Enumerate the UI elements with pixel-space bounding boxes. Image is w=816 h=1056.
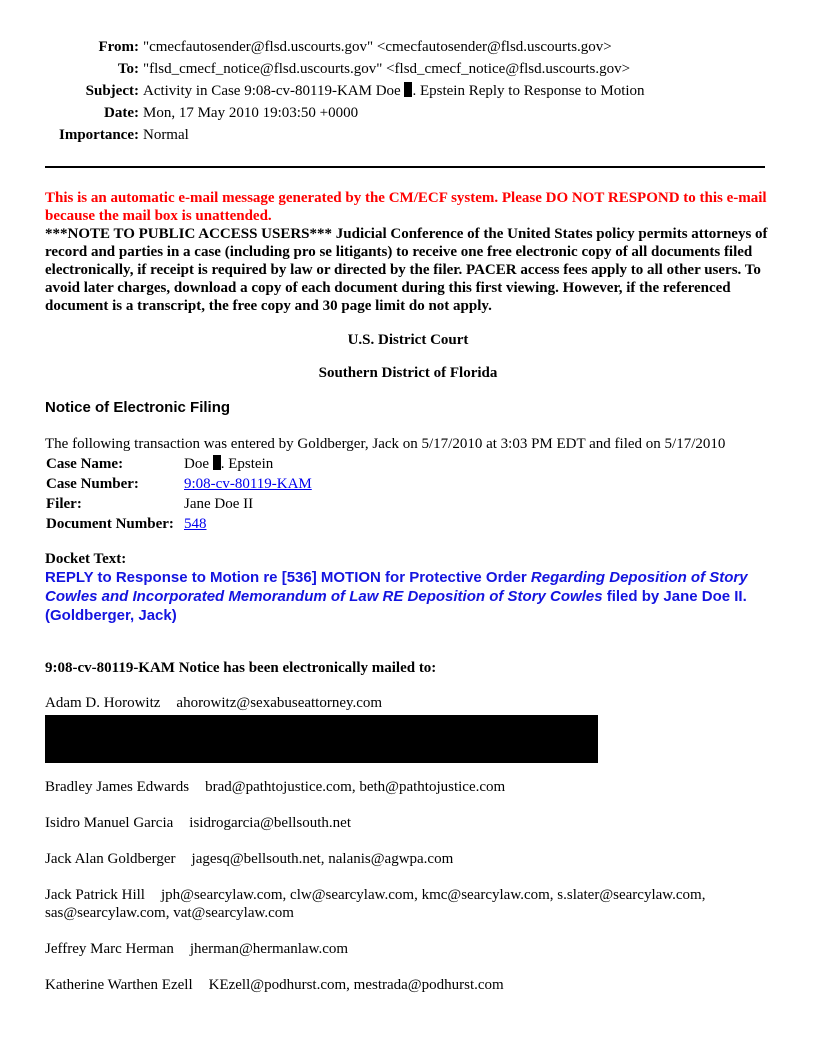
- recipient-emails: ahorowitz@sexabuseattorney.com: [176, 695, 383, 711]
- importance-row: [57, 124, 647, 146]
- from-row: [57, 36, 647, 58]
- from-label: From:: [98, 39, 139, 55]
- docket-text-label: Docket Text:: [45, 551, 127, 567]
- recipient-name: Isidro Manuel Garcia: [45, 815, 174, 831]
- transaction-text: The following transaction was entered by Goldberger, Jack on 5/17/2010 at 3:03 PM EDT and filed on 5/17/2010: [45, 436, 726, 452]
- case-info-table: [45, 454, 313, 534]
- redaction-mark: [213, 455, 221, 470]
- case-name-post: . Epstein: [220, 456, 274, 472]
- automatic-message-warning: This is an automatic e-mail message generated by the CM/ECF system. Please DO NOT RESPOND to this e-mail because the mail box is unattended.: [45, 190, 767, 224]
- to-label: To:: [117, 61, 139, 77]
- docket-text: [45, 568, 771, 625]
- subject-row: [57, 80, 647, 102]
- filer-row: [45, 494, 313, 514]
- recipient-name: Jack Alan Goldberger: [45, 851, 176, 867]
- case-name-pre: Doe: [184, 456, 209, 472]
- recipient-emails: KEzell@podhurst.com, mestrada@podhurst.com: [208, 977, 504, 993]
- importance-value: Normal: [142, 127, 189, 143]
- document-number-link[interactable]: 548: [184, 516, 207, 532]
- case-number-row: [45, 474, 313, 494]
- subject-value: [141, 80, 647, 102]
- recipient-name: Katherine Warthen Ezell: [45, 977, 193, 993]
- recipient-emails: isidrogarcia@bellsouth.net: [189, 815, 351, 831]
- subject-post: . Epstein Reply to Response to Motion: [412, 83, 645, 99]
- recipient-emails: brad@pathtojustice.com, beth@pathtojustice.com: [205, 779, 506, 795]
- case-number-label: Case Number:: [46, 476, 139, 492]
- notice-title: Notice of Electronic Filing: [45, 399, 231, 416]
- redaction-block: [45, 715, 598, 763]
- recipient-list: [45, 694, 771, 994]
- date-label: Date:: [104, 105, 139, 121]
- document-number-label: Document Number:: [46, 516, 174, 532]
- recipient-emails: jagesq@bellsouth.net, nalanis@agwpa.com: [191, 851, 454, 867]
- filer-value: Jane Doe II: [184, 496, 254, 512]
- recipient-item: [45, 976, 763, 994]
- document-number-row: [45, 514, 313, 534]
- filer-label: Filer:: [46, 496, 82, 512]
- mailed-to-heading: 9:08-cv-80119-KAM Notice has been electronically mailed to:: [45, 660, 437, 676]
- recipient-item: [45, 886, 763, 922]
- from-value: "cmecfautosender@flsd.uscourts.gov" <cmecfautosender@flsd.uscourts.gov>: [142, 39, 612, 55]
- date-row: [57, 102, 647, 124]
- recipient-emails: jph@searcylaw.com, clw@searcylaw.com, kmc@searcylaw.com, s.slater@searcylaw.com, sas@searcylaw.com, vat@searcylaw.com: [45, 887, 706, 921]
- docket-text-part2: filed by Jane Doe II. (Goldberger, Jack): [45, 588, 747, 624]
- recipient-item: [45, 850, 763, 868]
- case-name-label: Case Name:: [46, 456, 124, 472]
- recipient-emails: jherman@hermanlaw.com: [189, 941, 349, 957]
- court-name: U.S. District Court: [347, 332, 469, 348]
- to-value: "flsd_cmecf_notice@flsd.uscourts.gov" <flsd_cmecf_notice@flsd.uscourts.gov>: [142, 61, 631, 77]
- recipient-name: Jack Patrick Hill: [45, 887, 145, 903]
- recipient-name: Bradley James Edwards: [45, 779, 190, 795]
- court-district: Southern District of Florida: [318, 365, 498, 381]
- date-value: Mon, 17 May 2010 19:03:50 +0000: [142, 105, 359, 121]
- case-number-link[interactable]: 9:08-cv-80119-KAM: [184, 476, 312, 492]
- recipient-item: [45, 694, 763, 712]
- subject-label: Subject:: [85, 83, 139, 99]
- recipient-item: [45, 814, 763, 832]
- recipient-name: Adam D. Horowitz: [45, 695, 161, 711]
- to-row: [57, 58, 647, 80]
- importance-label: Importance:: [59, 127, 139, 143]
- docket-text-italic: Regarding Deposition of Story Cowles and Incorporated Memorandum of Law RE Deposition of Story Cowles: [45, 569, 748, 605]
- recipient-item: [45, 778, 763, 796]
- recipient-name: Jeffrey Marc Herman: [45, 941, 174, 957]
- case-name-value: [183, 454, 313, 474]
- recipient-item: [45, 940, 763, 958]
- public-access-note: ***NOTE TO PUBLIC ACCESS USERS*** Judicial Conference of the United States policy permits attorneys of record and parties in a case (including pro se litigants) to receive one free electronic copy of all documents filed electronically, if receipt is required by law or directed by the filer. PACER access fees apply to all other users. To avoid later charges, download a copy of each document during this first viewing. However, if the referenced document is a transcript, the free copy and 30 page limit do not apply.: [45, 226, 768, 314]
- docket-text-part1: REPLY to Response to Motion re [536] MOTION for Protective Order: [45, 569, 531, 586]
- header-divider: [45, 166, 765, 168]
- email-header: [57, 36, 647, 146]
- case-name-row: [45, 454, 313, 474]
- subject-pre: Activity in Case 9:08-cv-80119-KAM Doe: [142, 83, 401, 99]
- email-page: [45, 36, 771, 1012]
